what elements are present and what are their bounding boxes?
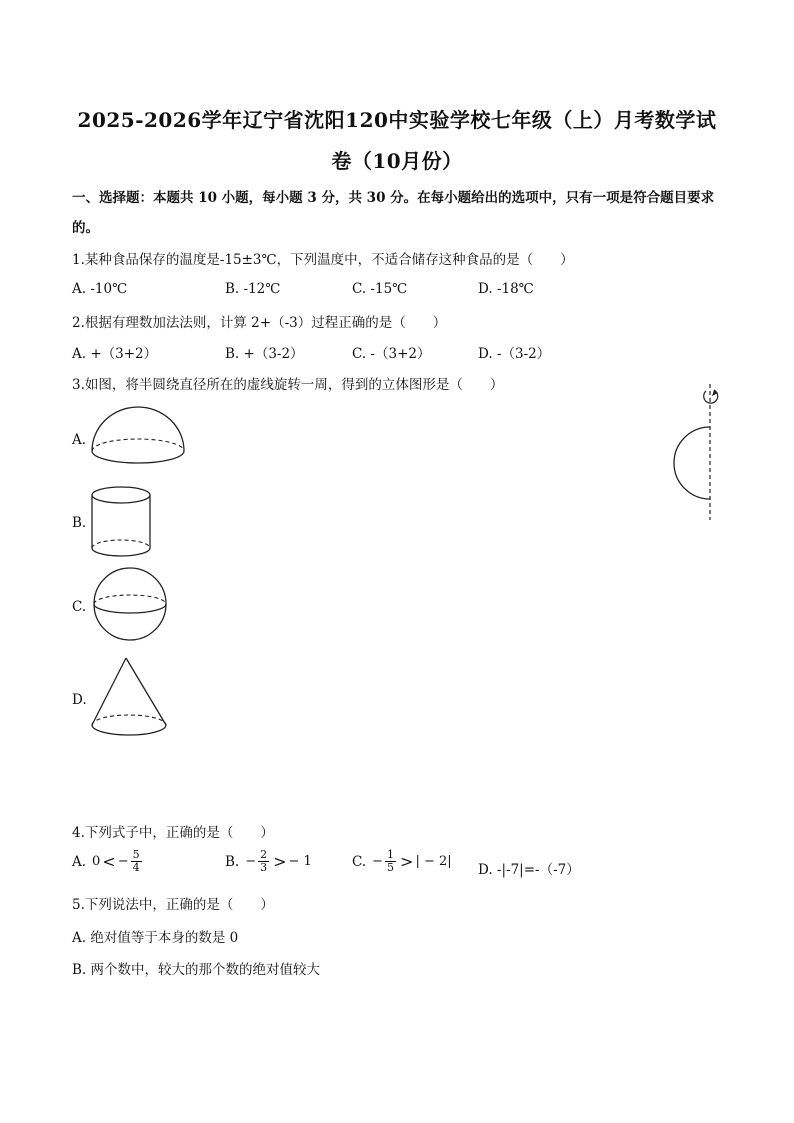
option-b-right: − 1 <box>288 854 312 869</box>
question-2-stem: 2.根据有理数加法法则，计算 2+（-3）过程正确的是（ ） <box>72 315 447 331</box>
question-1-option-d: D. -18℃ <box>478 281 534 297</box>
question-2-option-b: B. +（3-2） <box>225 346 304 362</box>
option-a-left: 0 <box>92 854 101 869</box>
semicircle-rotation-figure <box>668 380 728 525</box>
question-4-option-a <box>72 849 144 874</box>
exam-title-line1: 2025-2026学年辽宁省沈阳120中实验学校七年级（上）月考数学试 <box>77 108 717 132</box>
question-4-option-d: D. -|-7|=-（-7） <box>478 862 580 878</box>
sphere-shape <box>88 566 172 642</box>
exam-title-line2: 卷（10月份） <box>331 149 463 173</box>
question-1-option-b: B. -12℃ <box>225 281 281 297</box>
question-2-option-d: D. -（3-2） <box>478 346 551 362</box>
semicircle-arc <box>674 427 710 499</box>
cone-shape <box>88 655 172 741</box>
question-1-option-a: A. -10℃ <box>72 281 128 297</box>
question-3-option-c-label: C. <box>72 599 87 615</box>
question-1-option-c: C. -15℃ <box>352 281 408 297</box>
option-b-relation: > <box>273 852 287 871</box>
question-5-stem: 5.下列说法中，正确的是（ ） <box>72 897 274 913</box>
option-c-sign: − <box>372 854 384 869</box>
option-b-fraction: $\frac{2}{3}$ <box>260 848 268 874</box>
option-a-sign: − <box>117 854 129 869</box>
question-3-option-b-label: B. <box>72 515 87 531</box>
question-2-option-a: A. +（3+2） <box>72 346 158 362</box>
option-a-fraction: $\frac{5}{4}$ <box>132 848 140 874</box>
question-2-option-c: C. -（3+2） <box>352 346 431 362</box>
option-c-right: | − 2| <box>415 854 452 869</box>
option-b-label: B. <box>225 853 240 870</box>
cylinder-shape <box>88 484 154 564</box>
question-4-option-c <box>352 849 452 874</box>
hemisphere-shape <box>88 405 188 469</box>
section-heading-line2: 的。 <box>72 220 99 236</box>
question-3-option-a-label: A. <box>72 432 87 448</box>
question-1-stem: 1.某种食品保存的温度是-15±3℃，下列温度中，不适合储存这种食品的是（ ） <box>72 252 574 268</box>
option-c-fraction: $\frac{1}{5}$ <box>387 848 395 874</box>
question-3-stem: 3.如图，将半圆绕直径所在的虚线旋转一周，得到的立体图形是（ ） <box>72 377 504 393</box>
question-3-option-d-label: D. <box>72 692 87 708</box>
question-5-option-a: A. 绝对值等于本身的数是 0 <box>72 930 239 946</box>
option-c-label: C. <box>352 853 367 870</box>
question-5-option-b: B. 两个数中，较大的那个数的绝对值较大 <box>72 962 321 978</box>
section-heading-line1: 一、选择题：本题共 10 小题，每小题 3 分，共 30 分。在每小题给出的选项中，只有一项是符合题目要求 <box>72 190 715 206</box>
question-4-option-b <box>225 849 312 874</box>
option-c-relation: > <box>400 852 414 871</box>
option-a-label: A. <box>72 853 87 870</box>
option-a-relation: < <box>102 852 116 871</box>
question-4-stem: 4.下列式子中，正确的是（ ） <box>72 825 274 841</box>
option-b-sign: − <box>245 854 257 869</box>
